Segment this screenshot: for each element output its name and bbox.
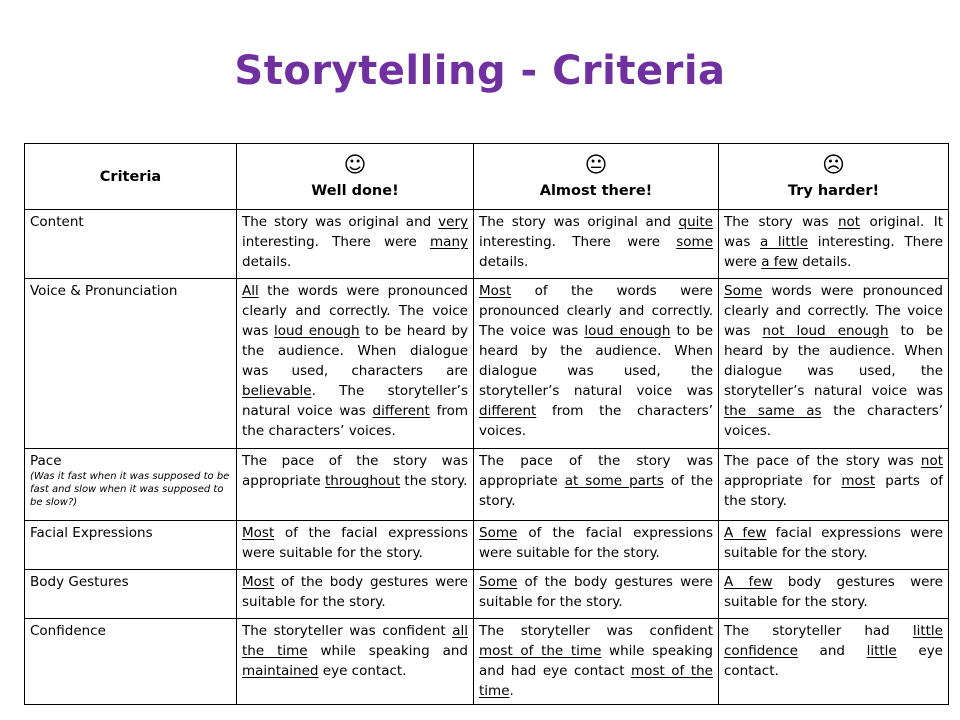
descriptor-cell [237,210,474,279]
column-label: Well done! [311,182,399,199]
descriptor-cell [719,521,949,570]
criterion-cell [25,210,237,279]
descriptor-cell [719,619,949,705]
neutral-face-icon: 😐 [584,152,608,178]
criteria-table [24,143,949,705]
descriptor-text: of the body gestures were suitable for the story. [242,574,468,610]
descriptor-cell [474,521,719,570]
table-header-row [25,144,949,210]
descriptor-text: of the words were pronounced clearly and correctly. The voice was [479,283,713,339]
descriptor-text: of the body gestures were suitable for the story. [479,574,713,610]
descriptor-cell [237,619,474,705]
descriptor-text: The story was original and [479,214,679,230]
descriptor-text: The pace of the story was [724,453,921,469]
criterion-cell [25,619,237,705]
criterion-cell [25,521,237,570]
descriptor-text: and [797,643,867,659]
descriptor-cell [719,210,949,279]
descriptor-text: . [509,683,514,699]
emphasis-text: believable [242,383,312,399]
emphasis-text: Some [724,283,763,299]
column-label: Almost there! [539,182,653,199]
descriptor-text: The storyteller was confident [242,623,453,639]
descriptor-text: while speaking and [307,643,468,659]
descriptor-text: parts of the story. [724,473,943,509]
descriptor-text: facial expressions were suitable for the story. [724,525,943,561]
emphasis-text: not [837,214,861,230]
criteria-column-header [25,144,237,210]
emphasis-text: Some [479,574,518,590]
column-header-almost-there [474,144,719,210]
descriptor-text: of the story. [479,473,714,509]
criterion-name: Body Gestures [30,574,129,590]
table-row [25,521,949,570]
table-row [25,570,949,619]
emphasis-text: most of the time [479,663,713,699]
emphasis-text: little confidence [724,623,943,659]
criterion-cell [25,449,237,521]
descriptor-cell [237,570,474,619]
descriptor-text: The story was original and [242,214,439,230]
emphasis-text: All [242,283,259,299]
descriptor-text: . The storyteller’s natural voice was [242,383,468,419]
emphasis-text: many [430,234,468,250]
descriptor-text: The storyteller had [724,623,913,639]
descriptor-text: the story. [400,473,468,489]
descriptor-cell [474,449,719,521]
descriptor-text: The pace of the story was appropriate [242,453,468,489]
emphasis-text: Most [242,525,275,541]
emphasis-text: A few [724,525,767,541]
emphasis-text: quite [678,214,713,230]
descriptor-text: details. [242,254,292,270]
descriptor-text: original. It was [724,214,943,250]
criterion-name: Confidence [30,623,106,639]
descriptor-cell [474,619,719,705]
descriptor-cell [719,279,949,449]
table-row [25,449,949,521]
page-title: Storytelling - Criteria [234,48,726,94]
descriptor-text: body gestures were suitable for the story. [724,574,943,610]
criterion-name: Facial Expressions [30,525,153,541]
emphasis-text: very [438,214,468,230]
criterion-cell [25,570,237,619]
emphasis-text: maintained [242,663,319,679]
descriptor-text: to be heard by the audience. When dialogue was used, the storyteller’s natural voice was [479,323,713,399]
emphasis-text: Most [242,574,275,590]
descriptor-text: eye contact. [318,663,407,679]
descriptor-text: details. [479,254,529,270]
descriptor-cell [719,449,949,521]
descriptor-cell [474,279,719,449]
emphasis-text: the same as [724,403,822,419]
descriptor-text: to be heard by the audience. When dialogue was used, characters are [242,323,469,379]
emphasis-text: most of the time [479,643,602,659]
emphasis-text: loud enough [273,323,360,339]
descriptor-cell [237,521,474,570]
table-body [25,210,949,705]
descriptor-cell [474,210,719,279]
criteria-header-label: Criteria [99,168,162,185]
descriptor-text: eye contact. [724,643,943,679]
emphasis-text: A few [724,574,773,590]
descriptor-text: appropriate for [724,473,842,489]
descriptor-text: of the facial expressions were suitable for the story. [479,525,713,561]
descriptor-text: from the characters’ voices. [479,403,713,439]
descriptor-text: interesting. There were [724,234,943,270]
emphasis-text: a few [761,254,798,270]
emphasis-text: throughout [324,473,401,489]
criterion-name: Voice & Pronunciation [30,283,178,299]
emphasis-text: most [841,473,876,489]
descriptor-text: The pace of the story was appropriate [479,453,713,489]
criterion-name: Content [30,214,84,230]
table-row [25,210,949,279]
column-label: Try harder! [787,182,880,199]
descriptor-text: the words were pronounced clearly and correctly. The voice was [242,283,468,339]
column-header-well-done [237,144,474,210]
descriptor-text: interesting. There were [479,234,677,250]
emphasis-text: all the time [242,623,468,659]
emphasis-text: not loud enough [762,323,889,339]
descriptor-text: The story was [724,214,838,230]
descriptor-text: of the facial expressions were suitable for the story. [242,525,468,561]
table-row [25,279,949,449]
emphasis-text: little [866,643,897,659]
emphasis-text: at some parts [564,473,664,489]
emphasis-text: not [920,453,943,469]
descriptor-text: the characters’ voices. [724,403,943,439]
descriptor-cell [237,449,474,521]
smiley-face-icon: ☺ [343,152,367,178]
emphasis-text: loud enough [584,323,671,339]
emphasis-text: some [676,234,713,250]
descriptor-text: interesting. There were [242,234,431,250]
emphasis-text: Some [479,525,518,541]
column-header-try-harder [719,144,949,210]
emphasis-text: a little [760,234,809,250]
emphasis-text: different [479,403,537,419]
descriptor-text: The storyteller was confident [479,623,713,639]
criterion-name: Pace [30,453,62,469]
table-row [25,619,949,705]
criterion-note: (Was it fast when it was supposed to be fast and slow when it was supposed to be slow?) [30,471,230,508]
criterion-cell [25,279,237,449]
emphasis-text: different [372,403,430,419]
descriptor-text: details. [797,254,852,270]
descriptor-cell [237,279,474,449]
descriptor-text: while speaking and had eye contact [479,643,713,679]
emphasis-text: Most [479,283,512,299]
descriptor-cell [474,570,719,619]
descriptor-text: from the characters’ voices. [242,403,469,439]
sad-face-icon: ☹ [822,152,845,178]
descriptor-text: words were pronounced clearly and correctly. The voice was [724,283,943,339]
descriptor-text: to be heard by the audience. When dialogue was used, the storyteller’s natural voice was [724,323,944,399]
descriptor-cell [719,570,949,619]
